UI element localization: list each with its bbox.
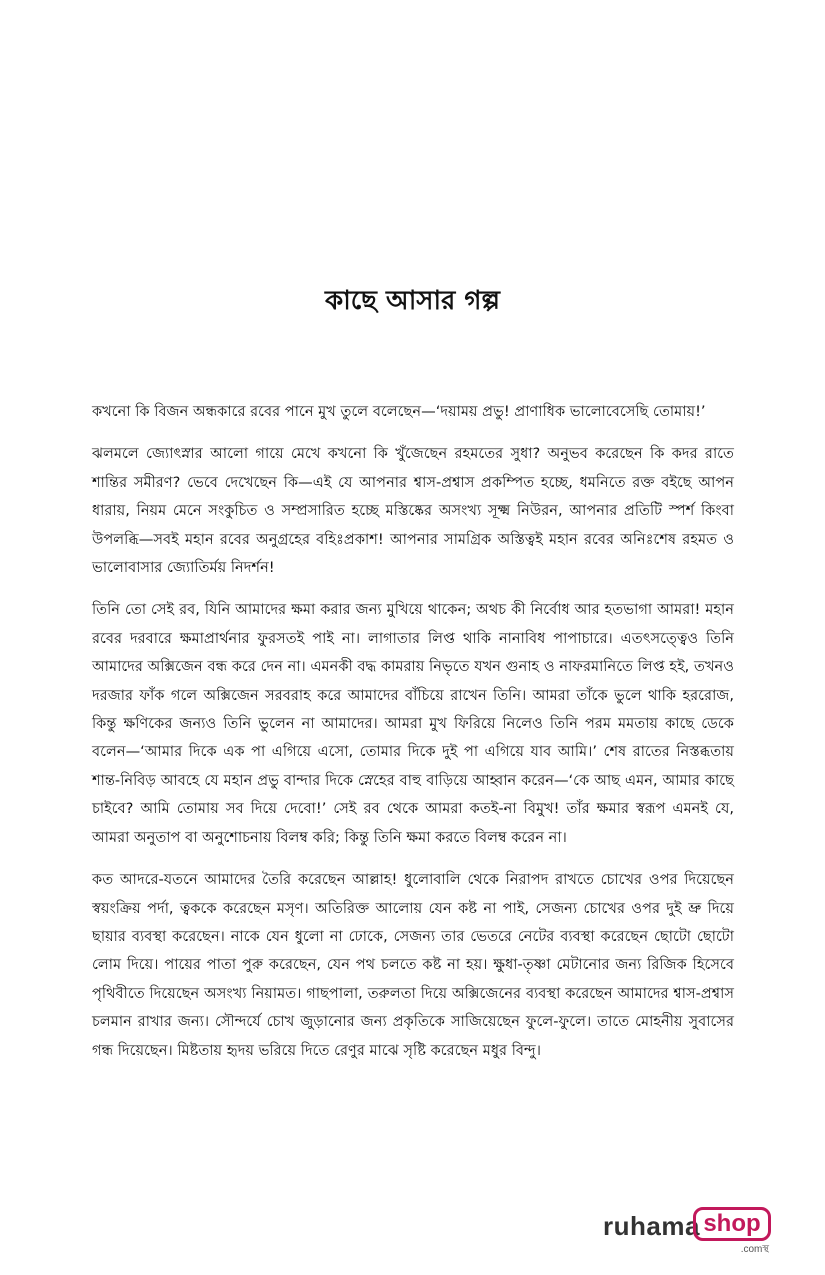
ruhamashop-watermark-logo <box>603 1201 773 1255</box>
paragraph: তিনি তো সেই রব, যিনি আমাদের ক্ষমা করার জন্য মুখিয়ে থাকেন; অথচ কী নির্বোধ আর হতভাগা আমরা! মহান রবের দরবারে ক্ষমাপ্রার্থনার ফুরসতই পাই না। লাগাতার লিপ্ত থাকি নানাবিধ পাপাচারে। এতৎসত্ত্বেও তিনি আমাদের অক্সিজেন বন্ধ করে দেন না। এমনকী বদ্ধ কামরায় নিভৃতে যখন গুনাহ ও নাফরমানিতে লিপ্ত হই, তখনও দরজার ফাঁক গলে অক্সিজেন সরবরাহ করে আমাদের বাঁচিয়ে রাখেন তিনি। আমরা তাঁকে ভুলে থাকি হররোজ, কিন্তু ক্ষণিকের জন্যও তিনি ভুলেন না আমাদের। আমরা মুখ ফিরিয়ে নিলেও তিনি পরম মমতায় কাছে ডেকে বলেন—‘আমার দিকে এক পা এগিয়ে এসো, তোমার দিকে দুই পা এগিয়ে যাব আমি।’ শেষ রাতের নিস্তব্ধতায় শান্ত-নিবিড় আবহে যে মহান প্রভু বান্দার দিকে স্নেহের বাহু বাড়িয়ে আহ্বান করেন—‘কে আছ এমন, আমার কাছে চাইবে? আমি তোমায় সব দিয়ে দেবো!’ সেই রব থেকে আমরা কতই-না বিমুখ! তাঁর ক্ষমার স্বরূপ এমনই যে, আমরা অনুতাপ বা অনুশোচনায় বিলম্ব করি; কিন্তু তিনি ক্ষমা করতে বিলম্ব করেন না। <box>92 601 735 846</box>
chapter-title: কাছে আসার গল্প <box>325 286 500 316</box>
watermark-domain: .comস্থ <box>740 1244 769 1255</box>
paragraph: ঝলমলে জ্যোৎস্নার আলো গায়ে মেখে কখনো কি খুঁজেছেন রহমতের সুধা? অনুভব করেছেন কি কদর রাতে শান্তির সমীরণ? ভেবে দেখেছেন কি—এই যে আপনার শ্বাস-প্রশ্বাস প্রকম্পিত হচ্ছে, ধমনিতে রক্ত বইছে আপন ধারায়, নিয়ম মেনে সংকুচিত ও সম্প্রসারিত হচ্ছে মস্তিষ্কের অসংখ্য সূক্ষ্ম নিউরন, আপনার প্রতিটি স্পর্শ কিংবা উপলব্ধি—সবই মহান রবের অনুগ্রহের বহিঃপ্রকাশ! আপনার সামগ্রিক অস্তিত্বই মহান রবের অনিঃশেষ রহমত ও ভালোবাসার জ্যোতির্ময় নিদর্শন! <box>92 445 734 577</box>
paragraph: কত আদরে-যতনে আমাদের তৈরি করেছেন আল্লাহ! ধুলোবালি থেকে নিরাপদ রাখতে চোখের ওপর দিয়েছেন স্বয়ংক্রিয় পর্দা, ত্বককে করেছেন মসৃণ। অতিরিক্ত আলোয় যেন কষ্ট না পাই, সেজন্য চোখের ওপর দুই ভ্রু দিয়ে ছায়ার ব্যবস্থা করেছেন। নাকে যেন ধুলো না ঢোকে, সেজন্য তার ভেতরে নেটের ব্যবস্থা করেছেন ছোটো ছোটো লোম দিয়ে। পায়ের পাতা পুরু করেছেন, যেন পথ চলতে কষ্ট না হয়। ক্ষুধা-তৃষ্ণা মেটানোর জন্য রিজিক হিসেবে পৃথিবীতে দিয়েছেন অসংখ্য নিয়ামত। গাছপালা, তরুলতা দিয়ে অক্সিজেনের ব্যবস্থা করেছেন আমাদের শ্বাস-প্রশ্বাস চলমান রাখার জন্য। সৌন্দর্যে চোখ জুড়ানোর জন্য প্রকৃতিকে সাজিয়েছেন ফুলে-ফুলে। তাতে মোহনীয় সুবাসের গন্ধ দিয়েছেন। মিষ্টতায় হৃদয় ভরিয়ে দিতে রেণুর মাঝে সৃষ্টি করেছেন মধুর বিন্দু। <box>92 871 734 1059</box>
paragraph: কখনো কি বিজন অন্ধকারে রবের পানে মুখ তুলে বলেছেন—‘দয়াময় প্রভু! প্রাণাধিক ভালোবেসেছি তোমায়!’ <box>92 403 706 420</box>
watermark-shop-badge <box>693 1207 771 1241</box>
watermark-brand-right: shop <box>703 1210 761 1237</box>
watermark-brand-left: ruhama <box>603 1211 700 1241</box>
chapter-body <box>92 398 734 1079</box>
